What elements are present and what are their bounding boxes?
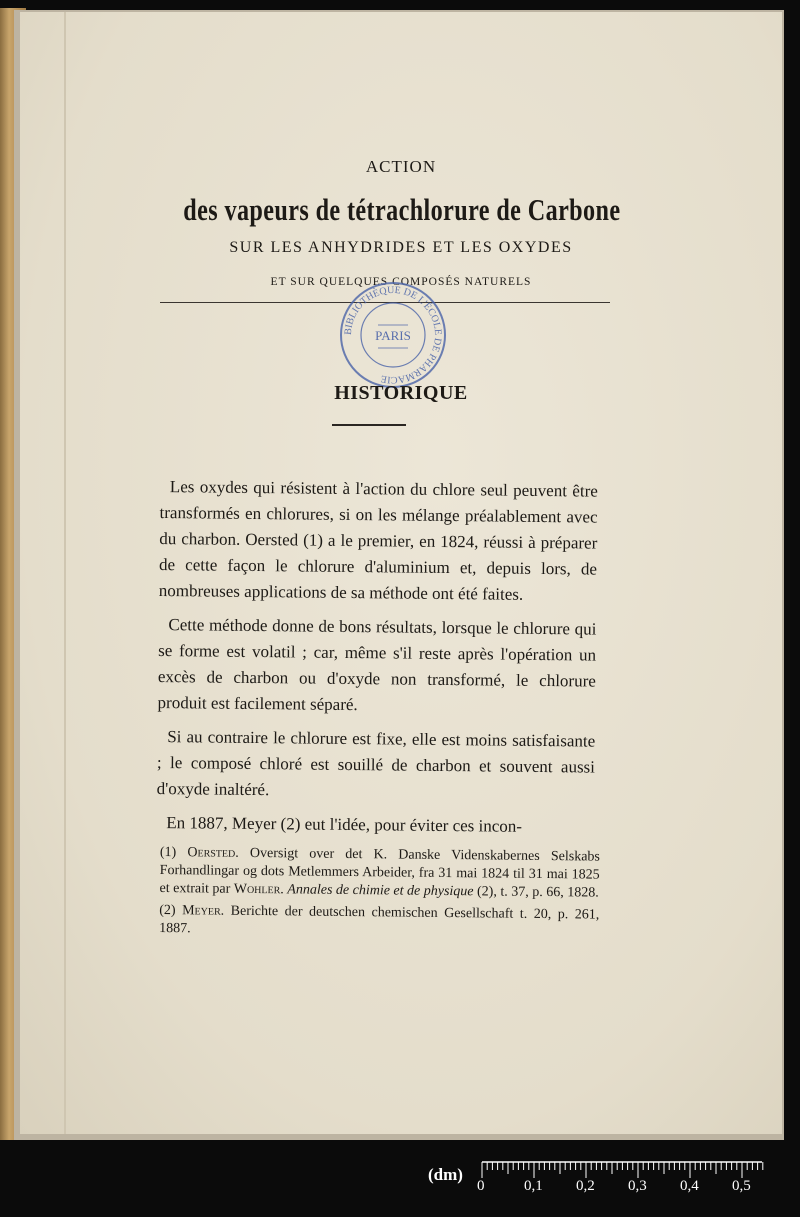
footnote-2-author: Meyer. <box>182 903 225 919</box>
footnote-2-number: (2) <box>159 902 176 919</box>
scale-tick-label: 0,2 <box>576 1178 595 1194</box>
paragraph-1: Les oxydes qui résistent à l'action du chlore seul peuvent être transformés en chlorures, si on les mélange préalablement avec du charbon. Oersted (1) a le premier, en 1824, réussi à préparer de cette façon le chlorure d'aluminium et, depuis lors, de nombreuses applications de sa méthode ont été faites. <box>158 477 598 604</box>
scale-tick-label: 0,5 <box>732 1178 751 1194</box>
footnote-1-ref: (2), t. 37, p. 66, 1828. <box>476 884 599 901</box>
body-text <box>156 474 598 849</box>
scale-tick-label: 0 <box>477 1178 485 1194</box>
header-action: ACTION <box>365 157 437 176</box>
paragraph-3: Si au contraire le chlorure est fixe, elle est moins satisfaisante ; le composé chloré est souillé de charbon et souvent aussi d'oxyde inaltéré. <box>156 727 596 800</box>
footnote-2 <box>159 902 599 943</box>
scale-unit: (dm) <box>428 1165 463 1184</box>
page-fold <box>64 12 66 1134</box>
paragraph-4: En 1887, Meyer (2) eut l'idée, pour éviter ces incon- <box>166 813 523 836</box>
scale-tick-label: 0,3 <box>628 1178 647 1194</box>
scale-tick-label: 0,1 <box>524 1178 543 1194</box>
subtitle-line-2: ET SUR QUELQUES COMPOSÉS NATURELS <box>270 276 532 288</box>
footnote-1 <box>159 844 600 903</box>
scale-tick-label: 0,4 <box>680 1178 699 1194</box>
footnote-1-text: Oversigt over det K. Danske Videnskabernes Selskabs Forhandlingar og dots Metlemmers Arbeider, fra 31 mai 1824 til 31 mai 1825 et extrait par <box>159 845 600 897</box>
section-rule <box>332 424 406 426</box>
scale-ruler <box>480 1160 765 1180</box>
footnote-1-journal: Annales de chimie et de physique <box>287 882 474 900</box>
subtitle-line-1: SUR LES ANHYDRIDES ET LES OXYDES <box>229 239 573 256</box>
footnote-2-text: Berichte der deutschen chemischen Gesellschaft t. 20, p. 261, 1887. <box>159 903 600 937</box>
footnote-1-number: (1) <box>159 844 177 861</box>
footnote-1-author: Oersted. <box>187 845 239 861</box>
stamp-center-text: PARIS <box>375 328 411 343</box>
book-page <box>20 12 782 1134</box>
main-title: des vapeurs de tétrachlorure de Carbone <box>183 192 621 227</box>
footnote-1-author2: Wohler. <box>233 881 284 898</box>
library-stamp <box>338 280 448 390</box>
section-title: HISTORIQUE <box>334 382 468 404</box>
stamp-arc-text: BIBLIOTHÈQUE DE L'ÉCOLE DE PHARMACIE <box>342 284 444 386</box>
footnotes <box>159 844 600 947</box>
paragraph-2: Cette méthode donne de bons résultats, lorsque le chlorure qui se forme est volatil ; car, même s'il reste après l'opération un excès de charbon ou d'oxyde non transformé, le chlorure produit est facilement séparé. <box>157 615 597 715</box>
